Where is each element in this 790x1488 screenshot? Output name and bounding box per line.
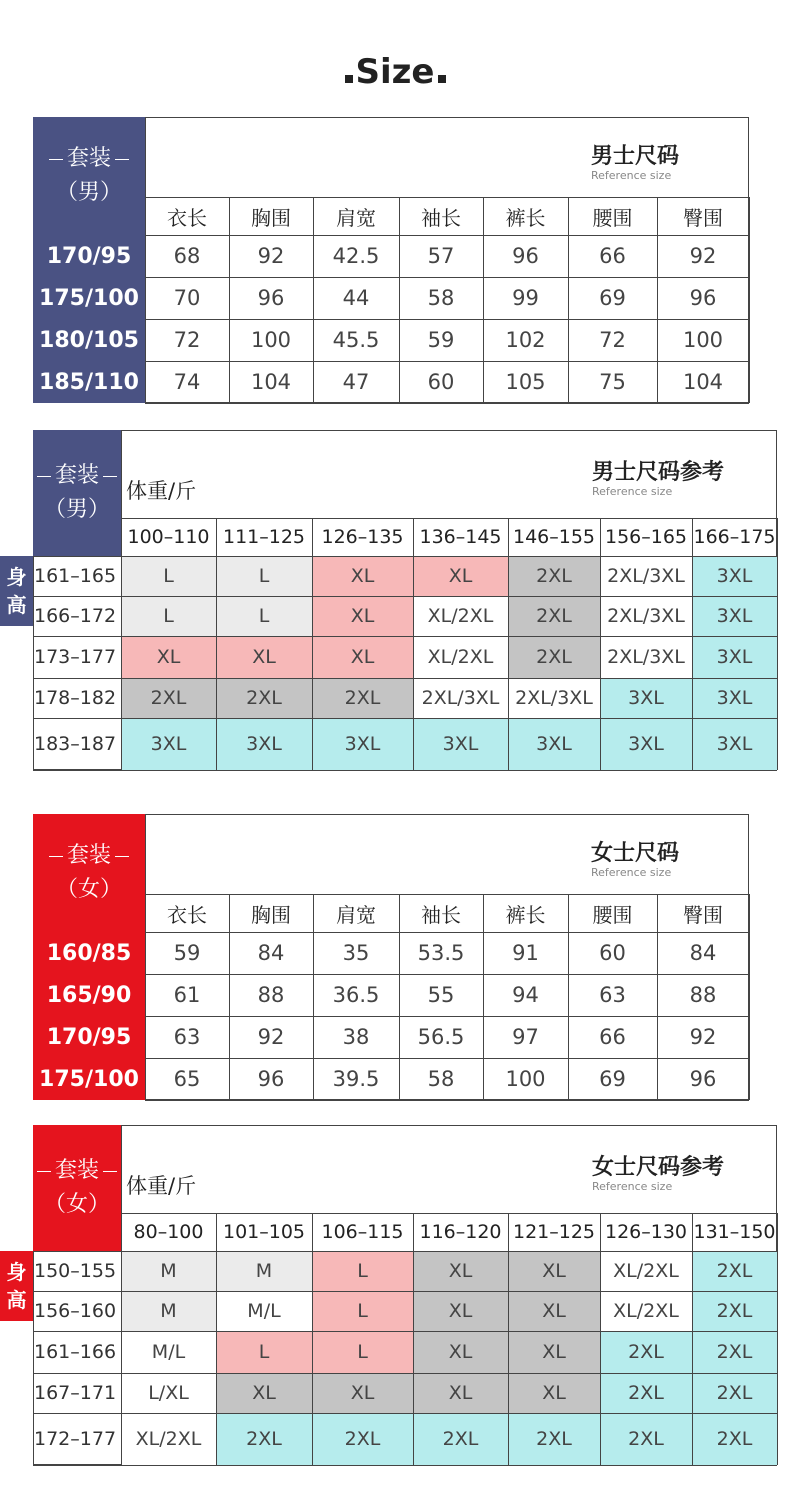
men_size-title: 男士尺码 bbox=[591, 144, 680, 169]
dash-decoration bbox=[103, 476, 117, 477]
men_size-cell: 100 bbox=[250, 328, 292, 352]
men_ref-cell: 3XL bbox=[121, 718, 216, 770]
women_size-col-header: 裤长 bbox=[505, 902, 546, 927]
men_ref-cell: L bbox=[121, 596, 216, 636]
women_ref-cell: M bbox=[121, 1291, 216, 1331]
men_ref-col-header: 126–135 bbox=[321, 526, 404, 548]
men_ref-cell: 2XL/3XL bbox=[508, 678, 600, 718]
men_size-row-label: 180/105 bbox=[33, 319, 145, 361]
height-tag-char: 高 bbox=[6, 1288, 27, 1312]
men_ref-cell: XL bbox=[312, 556, 413, 596]
men_size-col-header: 胸围 bbox=[251, 205, 291, 230]
men_size-row-line bbox=[145, 361, 749, 362]
women_size-cell: 97 bbox=[512, 1025, 539, 1049]
height-tag-char: 高 bbox=[6, 593, 27, 617]
men_ref-cell: 2XL bbox=[508, 556, 600, 596]
women_ref-cell: 2XL bbox=[600, 1373, 692, 1413]
men_ref-col-header: 146–155 bbox=[512, 526, 596, 548]
men_ref-cell: 2XL bbox=[312, 678, 413, 718]
women_ref-cell: L bbox=[216, 1331, 312, 1373]
men_ref-cell: L bbox=[216, 596, 312, 636]
women_size-col-header: 胸围 bbox=[251, 902, 291, 927]
men_size-cell: 102 bbox=[505, 328, 546, 352]
men_ref-cell: 2XL/3XL bbox=[600, 596, 692, 636]
dash-decoration bbox=[37, 1171, 51, 1172]
men_ref-cell: XL bbox=[312, 596, 413, 636]
women_ref-col-header: 101–105 bbox=[222, 1221, 306, 1243]
men_size-cell: 92 bbox=[689, 244, 717, 268]
women_ref-cell: M bbox=[216, 1251, 312, 1291]
men_size-col-line bbox=[145, 197, 146, 403]
men_ref-cell: XL bbox=[121, 636, 216, 678]
corner-bottom-label: （男） bbox=[55, 180, 122, 205]
corner-top-label bbox=[33, 1154, 121, 1188]
men_ref-cell: XL/2XL bbox=[413, 596, 508, 636]
men_ref-cell: 3XL bbox=[692, 718, 777, 770]
women_size-col-line bbox=[145, 894, 146, 1100]
men_size-corner bbox=[33, 117, 145, 235]
women_size-col-header: 衣长 bbox=[167, 902, 207, 927]
men_ref-row-label: 161–165 bbox=[34, 565, 117, 587]
dash-decoration bbox=[37, 476, 51, 477]
women_size-col-header: 腰围 bbox=[592, 902, 633, 927]
women_size-cell: 56.5 bbox=[417, 1025, 465, 1049]
women_size-cell: 59 bbox=[173, 941, 201, 965]
women_ref-cell: L bbox=[312, 1251, 413, 1291]
women_ref-corner-line bbox=[121, 1125, 122, 1213]
women_ref-cell: XL/2XL bbox=[600, 1291, 692, 1331]
men_ref-height-tag bbox=[0, 556, 33, 626]
corner-text: 套装 bbox=[66, 843, 111, 868]
women_ref-cell: XL bbox=[216, 1373, 312, 1413]
men_ref-row-line bbox=[33, 770, 777, 771]
women_size-row-label: 160/85 bbox=[33, 932, 145, 974]
women_size-cell: 65 bbox=[173, 1067, 201, 1091]
women_ref-cell: 2XL bbox=[413, 1413, 508, 1465]
women_ref-cell: XL/2XL bbox=[600, 1251, 692, 1291]
men_ref-cell: 2XL/3XL bbox=[413, 678, 508, 718]
dash-decoration bbox=[49, 856, 63, 857]
men_size-cell: 96 bbox=[689, 286, 717, 310]
women_size-corner bbox=[33, 814, 145, 932]
women_size-col-line bbox=[229, 894, 230, 1100]
men_size-subtitle: Reference size bbox=[591, 169, 672, 182]
corner-bottom-label: （女） bbox=[43, 1192, 110, 1217]
women_ref-cell: M bbox=[121, 1251, 216, 1291]
men_ref-col-header: 156–165 bbox=[604, 526, 688, 548]
women_ref-col-line bbox=[777, 1213, 778, 1465]
men_ref-row-label: 173–177 bbox=[34, 646, 117, 668]
women_ref-row-label: 161–166 bbox=[34, 1341, 117, 1363]
men_size-row-label: 170/95 bbox=[33, 235, 145, 277]
women_ref-row-line bbox=[33, 1291, 777, 1292]
women_size-cell: 88 bbox=[689, 983, 717, 1007]
women_size-row-label: 165/90 bbox=[33, 974, 145, 1016]
women_ref-cell: XL bbox=[413, 1251, 508, 1291]
women_ref-col-header: 131–150 bbox=[693, 1221, 776, 1243]
women_size-cell: 63 bbox=[599, 983, 626, 1007]
men_ref-cell: XL/2XL bbox=[413, 636, 508, 678]
women_size-row-line bbox=[145, 1058, 749, 1059]
men_ref-cell: 3XL bbox=[508, 718, 600, 770]
women_ref-col-header: 80–100 bbox=[133, 1221, 204, 1243]
men_ref-row-label: 166–172 bbox=[34, 605, 117, 627]
men_ref-row-label: 183–187 bbox=[34, 733, 117, 755]
men_ref-cell: 3XL bbox=[692, 596, 777, 636]
women_ref-cell: XL bbox=[508, 1373, 600, 1413]
women_size-cell: 63 bbox=[173, 1025, 201, 1049]
men_size-col-header: 裤长 bbox=[505, 205, 546, 230]
women_ref-cell: XL bbox=[413, 1291, 508, 1331]
women_ref-cell: XL bbox=[413, 1331, 508, 1373]
women_ref-cell: L/XL bbox=[121, 1373, 216, 1413]
men_ref-row-label: 178–182 bbox=[34, 687, 117, 709]
women_size-cell: 84 bbox=[257, 941, 285, 965]
men_size-col-header: 袖长 bbox=[421, 205, 461, 230]
corner-text: 套装 bbox=[55, 463, 100, 488]
men_ref-cell: 3XL bbox=[413, 718, 508, 770]
women_size-col-line bbox=[749, 894, 750, 1100]
women_ref-cell: XL bbox=[312, 1373, 413, 1413]
women_ref-row-line bbox=[33, 1331, 777, 1332]
women_size-corner-line bbox=[145, 814, 146, 894]
men_size-cell: 72 bbox=[173, 328, 201, 352]
men_size-col-line bbox=[399, 197, 400, 403]
men_size-col-line bbox=[749, 197, 750, 403]
women_size-cell: 38 bbox=[342, 1025, 370, 1049]
men_size-cell: 96 bbox=[257, 286, 285, 310]
women_size-row-line bbox=[145, 1100, 749, 1101]
women_ref-cell: 2XL bbox=[600, 1331, 692, 1373]
women_size-col-header: 臀围 bbox=[683, 902, 723, 927]
corner-text: 套装 bbox=[66, 146, 111, 171]
women_ref-cell: XL bbox=[508, 1251, 600, 1291]
women_ref-cell: M/L bbox=[121, 1331, 216, 1373]
men_size-cell: 70 bbox=[173, 286, 201, 310]
women_ref-col-header: 126–130 bbox=[604, 1221, 688, 1243]
women_ref-cell: 2XL bbox=[312, 1413, 413, 1465]
men_ref-cell: 3XL bbox=[692, 556, 777, 596]
women_size-subtitle: Reference size bbox=[591, 866, 672, 879]
women_ref-row-line bbox=[33, 1465, 777, 1466]
women_size-col-header: 袖长 bbox=[421, 902, 461, 927]
men_ref-cell: L bbox=[216, 556, 312, 596]
women_size-cell: 35 bbox=[342, 941, 370, 965]
men_size-cell: 104 bbox=[682, 370, 724, 394]
women_size-col-line bbox=[657, 894, 658, 1100]
women_size-cell: 96 bbox=[689, 1067, 717, 1091]
men_ref-cell: 2XL bbox=[508, 636, 600, 678]
dash-decoration bbox=[115, 856, 129, 857]
men_size-cell: 58 bbox=[427, 286, 455, 310]
women_ref-cell: XL bbox=[508, 1291, 600, 1331]
women_size-cell: 53.5 bbox=[417, 941, 465, 965]
women_ref-col-header: 106–115 bbox=[321, 1221, 404, 1243]
women_ref-row-label: 150–155 bbox=[34, 1260, 117, 1282]
men_ref-cell: 3XL bbox=[600, 678, 692, 718]
women_ref-cell: 2XL bbox=[692, 1373, 777, 1413]
women_ref-cell: L bbox=[312, 1331, 413, 1373]
women_ref-cell: 2XL bbox=[216, 1413, 312, 1465]
dash-decoration bbox=[103, 1171, 117, 1172]
women_size-cell: 96 bbox=[257, 1067, 285, 1091]
men_size-row-line bbox=[145, 403, 749, 404]
women_ref-col-header: 121–125 bbox=[512, 1221, 596, 1243]
women_size-cell: 36.5 bbox=[332, 983, 380, 1007]
men_size-col-line bbox=[483, 197, 484, 403]
men_size-cell: 72 bbox=[599, 328, 626, 352]
men_ref-cell: 2XL/3XL bbox=[600, 556, 692, 596]
men_ref-cell: 2XL/3XL bbox=[600, 636, 692, 678]
men_size-col-header: 衣长 bbox=[167, 205, 207, 230]
men_size-cell: 99 bbox=[512, 286, 539, 310]
men_size-row-line bbox=[145, 319, 749, 320]
women_ref-corner bbox=[33, 1125, 121, 1251]
page-title: Size bbox=[0, 52, 790, 92]
men_ref-cell: L bbox=[121, 556, 216, 596]
women_size-row-line bbox=[145, 1016, 749, 1017]
men_size-col-header: 臀围 bbox=[683, 205, 723, 230]
women_size-cell: 66 bbox=[599, 1025, 626, 1049]
women_size-row-line bbox=[145, 974, 749, 975]
women_ref-row-line bbox=[33, 1373, 777, 1374]
men_ref-cell: 3XL bbox=[600, 718, 692, 770]
men_size-cell: 44 bbox=[342, 286, 370, 310]
men_ref-cell: XL bbox=[216, 636, 312, 678]
men_ref-col-header: 166–175 bbox=[693, 526, 776, 548]
men_size-cell: 66 bbox=[599, 244, 626, 268]
men_size-cell: 74 bbox=[173, 370, 201, 394]
men_ref-corner-line bbox=[121, 430, 122, 518]
men_ref-cell: 3XL bbox=[312, 718, 413, 770]
women_size-col-line bbox=[399, 894, 400, 1100]
men_size-cell: 105 bbox=[505, 370, 546, 394]
women_ref-title: 女士尺码参考 bbox=[592, 1155, 725, 1180]
men_ref-row-line bbox=[33, 596, 777, 597]
women_size-title: 女士尺码 bbox=[591, 841, 680, 866]
men_size-row-label: 175/100 bbox=[33, 277, 145, 319]
men_size-cell: 60 bbox=[427, 370, 455, 394]
men_size-cell: 100 bbox=[682, 328, 724, 352]
title-dot-right bbox=[438, 75, 446, 83]
corner-top-label bbox=[45, 142, 133, 176]
women_ref-row-label: 156–160 bbox=[34, 1300, 117, 1322]
men_ref-col-header: 136–145 bbox=[419, 526, 502, 548]
women_ref-row-label: 167–171 bbox=[34, 1382, 117, 1404]
women_ref-cell: XL bbox=[413, 1373, 508, 1413]
women_size-row-label: 170/95 bbox=[33, 1016, 145, 1058]
women_ref-cell: XL/2XL bbox=[121, 1413, 216, 1465]
women_size-cell: 84 bbox=[689, 941, 717, 965]
men_size-col-line bbox=[229, 197, 230, 403]
men_ref-cell: 2XL bbox=[508, 596, 600, 636]
dash-decoration bbox=[115, 159, 129, 160]
men_ref-corner bbox=[33, 430, 121, 556]
men_ref-cell: 2XL bbox=[216, 678, 312, 718]
men_ref-cell: 2XL bbox=[121, 678, 216, 718]
women_ref-cell: 2XL bbox=[508, 1413, 600, 1465]
women_size-cell: 91 bbox=[512, 941, 539, 965]
women_size-cell: 88 bbox=[257, 983, 285, 1007]
women_ref-cell: 2XL bbox=[692, 1331, 777, 1373]
men_size-cell: 75 bbox=[599, 370, 626, 394]
women_size-row-label: 175/100 bbox=[33, 1058, 145, 1100]
men_size-cell: 59 bbox=[427, 328, 455, 352]
men_ref-row-line bbox=[33, 718, 777, 719]
men_ref-cell: 3XL bbox=[692, 678, 777, 718]
height-tag-char: 身 bbox=[6, 565, 27, 589]
men_size-col-line bbox=[313, 197, 314, 403]
women_ref-cell: L bbox=[312, 1291, 413, 1331]
men_ref-cell: 3XL bbox=[216, 718, 312, 770]
women_ref-height-tag bbox=[0, 1251, 33, 1321]
men_ref-cell: 3XL bbox=[692, 636, 777, 678]
men_ref-title: 男士尺码参考 bbox=[592, 460, 725, 485]
men_size-row-line bbox=[145, 235, 749, 236]
women_size-cell: 92 bbox=[257, 1025, 285, 1049]
men_ref-row-line bbox=[33, 678, 777, 679]
corner-text: 套装 bbox=[55, 1158, 100, 1183]
corner-bottom-label: （女） bbox=[55, 877, 122, 902]
men_size-cell: 42.5 bbox=[332, 244, 380, 268]
women_ref-cell: 2XL bbox=[692, 1251, 777, 1291]
men_size-col-line bbox=[657, 197, 658, 403]
women_ref-col-header: 116–120 bbox=[419, 1221, 502, 1243]
women_ref-row-line bbox=[33, 1251, 777, 1252]
men_size-row-line bbox=[145, 277, 749, 278]
men_size-cell: 57 bbox=[427, 244, 455, 268]
women_size-col-line bbox=[483, 894, 484, 1100]
women_ref-row-line bbox=[33, 1413, 777, 1414]
women_size-cell: 60 bbox=[599, 941, 626, 965]
corner-top-label bbox=[45, 839, 133, 873]
men_size-cell: 92 bbox=[257, 244, 285, 268]
men_ref-col-line bbox=[777, 518, 778, 770]
corner-bottom-label: （男） bbox=[43, 497, 110, 522]
men_ref-col-header: 111–125 bbox=[222, 526, 306, 548]
women_ref-row-label: 172–177 bbox=[34, 1428, 117, 1450]
women_ref-cell: 2XL bbox=[600, 1413, 692, 1465]
men_size-row-label: 185/110 bbox=[33, 361, 145, 403]
women_size-cell: 61 bbox=[173, 983, 201, 1007]
men_ref-col-header: 100–110 bbox=[127, 526, 210, 548]
women_ref-cell: M/L bbox=[216, 1291, 312, 1331]
women_size-cell: 39.5 bbox=[332, 1067, 380, 1091]
women_ref-cell: 2XL bbox=[692, 1291, 777, 1331]
women_ref-subtitle: Reference size bbox=[592, 1180, 673, 1193]
men_size-corner-line bbox=[145, 117, 146, 197]
women_size-cell: 100 bbox=[505, 1067, 546, 1091]
height-tag-char: 身 bbox=[6, 1260, 27, 1284]
women_size-col-header: 肩宽 bbox=[336, 902, 376, 927]
men_size-cell: 68 bbox=[173, 244, 201, 268]
women_ref-weight-label: 体重/斤 bbox=[126, 1174, 197, 1198]
men_ref-subtitle: Reference size bbox=[592, 485, 673, 498]
dash-decoration bbox=[49, 159, 63, 160]
women_size-col-line bbox=[313, 894, 314, 1100]
men_ref-row-line bbox=[33, 636, 777, 637]
men_size-cell: 96 bbox=[512, 244, 539, 268]
women_size-col-line bbox=[568, 894, 569, 1100]
women_size-cell: 69 bbox=[599, 1067, 626, 1091]
women_ref-cell: 2XL bbox=[692, 1413, 777, 1465]
title-dot-left bbox=[345, 75, 353, 83]
women_size-cell: 92 bbox=[689, 1025, 717, 1049]
women_size-cell: 58 bbox=[427, 1067, 455, 1091]
women_size-cell: 94 bbox=[512, 983, 539, 1007]
men_size-col-line bbox=[568, 197, 569, 403]
women_size-row-line bbox=[145, 932, 749, 933]
men_size-cell: 45.5 bbox=[332, 328, 380, 352]
men_size-cell: 104 bbox=[250, 370, 292, 394]
men_ref-cell: XL bbox=[413, 556, 508, 596]
women_size-cell: 55 bbox=[427, 983, 455, 1007]
men_size-cell: 47 bbox=[342, 370, 370, 394]
corner-top-label bbox=[33, 459, 121, 493]
men_size-cell: 69 bbox=[599, 286, 626, 310]
men_size-col-header: 腰围 bbox=[592, 205, 633, 230]
men_ref-row-line bbox=[33, 556, 777, 557]
men_ref-weight-label: 体重/斤 bbox=[126, 479, 197, 503]
men_ref-cell: XL bbox=[312, 636, 413, 678]
women_ref-cell: XL bbox=[508, 1331, 600, 1373]
men_size-col-header: 肩宽 bbox=[336, 205, 376, 230]
